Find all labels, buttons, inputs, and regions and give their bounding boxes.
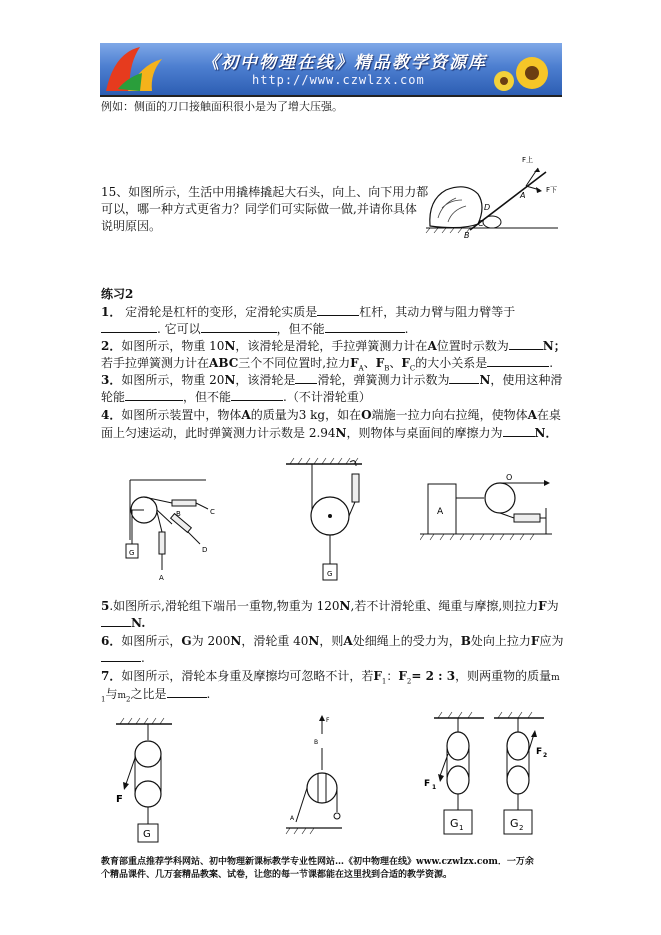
ex5-force-f: F <box>538 599 547 613</box>
ex3-number: 3． <box>101 373 122 387</box>
label-c: C <box>478 219 484 228</box>
fig-fixed-pulley-spring <box>110 470 230 585</box>
ex6-text-e: 处细绳上的受力为， <box>352 634 461 648</box>
fig-pulley-ab <box>282 712 352 842</box>
ex2-fc-sub: C <box>409 364 416 373</box>
pulley-wheel <box>307 773 337 803</box>
ex4-point-o: O <box>361 408 372 422</box>
ex1-blank-4[interactable] <box>325 321 405 333</box>
ex5-line2 <box>101 615 145 631</box>
ex6-text-f: 处向上拉力 <box>470 634 531 648</box>
ex7-colon: ： <box>386 669 399 683</box>
footer-line2: 个精品课件、几万套精品教案、试卷，让您的每一节课都能在这里找到合适的教学资源。 <box>101 870 453 880</box>
ex6-text-b: 为 200 <box>191 634 231 648</box>
ex5-text-d: N. <box>131 616 146 630</box>
ex1-blank-2[interactable] <box>101 321 157 333</box>
label-f: F <box>116 794 123 805</box>
ex7-f2-sub: 2 <box>406 677 412 686</box>
ex3-unit: N <box>224 373 236 387</box>
ex7-text-d: 之比是 <box>130 687 167 701</box>
ex2-blank-1[interactable] <box>509 338 543 350</box>
label-g1: G <box>450 817 459 830</box>
ex6-unit-1: N <box>230 634 242 648</box>
ex1-text-e: . <box>404 322 409 336</box>
ex2-text-d: N； <box>542 339 566 353</box>
ex6-text-g: 应为 <box>539 634 564 648</box>
ex4-text-d: 端施一拉力向右拉绳，使物体 <box>371 408 528 422</box>
label-o: O <box>506 473 513 482</box>
fig-pulley-block <box>110 712 180 852</box>
ex2-point-a: A <box>427 339 437 353</box>
movable-pulley <box>135 781 161 807</box>
header-rule <box>100 95 562 97</box>
label-g: G <box>327 570 333 578</box>
ex3-text-f: 轮能 <box>101 390 126 404</box>
label-b: B <box>314 739 319 746</box>
label-d: D <box>484 203 491 212</box>
ex2-fa: F <box>350 356 359 370</box>
ex7-f2: F <box>398 669 407 683</box>
top-line: 例如：侧面的刀口接触面积很小是为了增大压强。 <box>101 100 343 113</box>
ex7-ratio: = 2 : 3 <box>411 669 456 683</box>
ex1-line1 <box>101 304 515 320</box>
ex4-text-b: 的质量为 <box>250 408 299 422</box>
ex5-text-a: .如图所示,滑轮组下端吊一重物,物重为 120 <box>109 599 340 613</box>
label-f: F <box>326 717 330 724</box>
ex1-blank-1[interactable] <box>317 304 359 316</box>
ex5-number: 5 <box>101 599 110 613</box>
ex7-text-e: . <box>206 687 211 701</box>
ex6-weight-g: G <box>181 634 192 648</box>
banner-url[interactable]: http://www.czwlzx.com <box>252 73 425 87</box>
label-c: C <box>210 508 215 516</box>
q15-line1: 15、如图所示，生活中用撬棒撬起大石头，向上、向下用力都 <box>101 185 429 199</box>
ex2-text-e: 若手拉弹簧测力计在 <box>101 356 210 370</box>
ex4-blank-1[interactable] <box>503 425 535 437</box>
ex4-obj-a: A <box>241 408 251 422</box>
ex3-text-e: ，使用这种滑 <box>490 373 563 387</box>
ex2-unit: N <box>224 339 236 353</box>
ex5-unit: N <box>339 599 351 613</box>
ex4-text-a: 如图所示装置中，物体 <box>121 408 242 422</box>
ex7-text-a: 如图所示，滑轮本身重及摩擦均可忽略不计，若 <box>121 669 374 683</box>
ex4-text-f: 面上匀速运动，此时弹簧测力计示数是 2.94 <box>101 426 336 440</box>
ex3-line2 <box>101 389 371 405</box>
ex2-text-b: ，该滑轮是滑轮，手拉弹簧测力计在 <box>235 339 428 353</box>
ex4-text-g: ，则物体与桌面间的摩擦力为 <box>346 426 503 440</box>
ex3-blank-1[interactable] <box>295 372 317 384</box>
ex1-blank-3[interactable] <box>201 321 277 333</box>
spring-scale-a <box>159 532 165 554</box>
ex1-line2 <box>101 321 408 337</box>
ex2-text-c: 位置时示数为 <box>436 339 509 353</box>
ex6-blank-1[interactable] <box>101 650 141 662</box>
ex2-number: 2． <box>101 339 122 353</box>
ex2-fa-sub: A <box>358 364 364 373</box>
ex5-text-c: 为 <box>546 599 559 613</box>
ex2-text-a: 如图所示，物重 10 <box>121 339 225 353</box>
ex4-line1 <box>101 407 561 423</box>
label-a: A <box>159 574 164 582</box>
ex6-force-f: F <box>530 634 540 648</box>
ex3-blank-4[interactable] <box>231 389 283 401</box>
ex2-line1 <box>101 338 566 354</box>
ex6-text-d: ，则 <box>319 634 344 648</box>
ex6-line2 <box>101 650 145 666</box>
ex7-blank-1[interactable] <box>167 686 207 698</box>
ex2-fb: F <box>375 356 385 370</box>
header-banner <box>100 43 562 95</box>
ex4-text-e: 在桌 <box>536 408 561 422</box>
ex4-mass: 3 kg <box>298 408 326 422</box>
ex7-m2-sub: 2 <box>126 695 131 704</box>
label-b: B <box>176 510 181 518</box>
ex7-m2: m <box>117 691 127 701</box>
ex3-unit-2: N <box>479 373 491 387</box>
ex1-text-d: ，但不能 <box>276 322 325 336</box>
ex6-text-h: . <box>141 651 145 665</box>
q15-line3: 说明原因。 <box>101 219 162 233</box>
q15-line2: 可以，哪一种方式更省力？同学们可实际做一做,并请你具体 <box>101 202 417 216</box>
ex3-blank-2[interactable] <box>449 372 479 384</box>
ex6-line1 <box>101 633 563 649</box>
label-f-up: F上 <box>522 156 534 164</box>
fig-horizontal-pulley <box>420 468 560 548</box>
spring-scale <box>514 514 540 522</box>
ex3-text-h: .（不计滑轮重） <box>283 390 371 404</box>
footer-line1: 教育部重点推荐学科网站、初中物理新课标教学专业性网站…《初中物理在线》www.czwlzx.com．一万余 <box>101 857 534 867</box>
ex2-sep-1: 、 <box>363 356 376 370</box>
ex1-number: 1． <box>101 305 122 319</box>
fig-movable-pulley <box>282 452 372 592</box>
ex4-unit: N <box>335 426 347 440</box>
ex1-text-c: . 它可以 <box>157 322 201 336</box>
ex2-text-g: 的大小关系是 <box>415 356 488 370</box>
ex6-point-b: B <box>460 634 471 648</box>
label-g2: G <box>510 817 519 830</box>
ex2-text-f: 三个不同位置时,拉力 <box>238 356 351 370</box>
label-g: G <box>143 829 151 840</box>
ex4-text-c: ，如在 <box>325 408 362 422</box>
ex3-text-a: 如图所示，物重 20 <box>121 373 225 387</box>
ex3-text-g: ，但不能 <box>183 390 232 404</box>
lever-figure <box>422 148 564 240</box>
label-a: A <box>290 815 295 822</box>
ex6-text-c: ，滑轮重 40 <box>241 634 309 648</box>
ex2-sep-2: 、 <box>389 356 402 370</box>
spring-scale-b <box>171 514 192 533</box>
label-d: D <box>202 546 208 554</box>
banner-title: 《初中物理在线》精品教学资源库 <box>202 53 487 73</box>
label-g: G <box>129 549 135 557</box>
ex7-m1: m <box>551 673 560 683</box>
label-b: B <box>464 231 470 240</box>
ex5-line1 <box>101 598 559 614</box>
ex1-text-b: 杠杆，其动力臂与阻力臂等于 <box>359 305 516 319</box>
ex4-text-h: N． <box>534 426 558 440</box>
ex4-number: 4． <box>101 408 122 422</box>
ex6-text-a: 如图所示， <box>121 634 182 648</box>
ex7-text-b: ，则两重物的质量 <box>455 669 552 683</box>
label-f2: F <box>536 747 543 757</box>
section-title: 练习2 <box>101 287 134 301</box>
ex2-points-abc: ABC <box>209 356 239 370</box>
ex7-f1: F <box>373 669 382 683</box>
label-g2-sub: 2 <box>519 824 524 832</box>
ex7-line2 <box>101 686 210 707</box>
label-a: A <box>520 191 526 200</box>
ex7-f1-sub: 1 <box>381 677 387 686</box>
fixed-pulley <box>135 741 161 767</box>
ex7-text-c: 与 <box>105 687 118 701</box>
ex6-point-a: A <box>343 634 353 648</box>
ex5-blank-1[interactable] <box>101 615 131 627</box>
ex3-blank-3[interactable] <box>125 389 183 401</box>
spring-scale-c <box>172 500 196 506</box>
ex2-blank-2[interactable] <box>487 355 549 367</box>
ex3-text-b: ，该滑轮是 <box>235 373 296 387</box>
ex7-number: 7． <box>101 669 122 683</box>
spring-scale <box>352 474 359 502</box>
ex2-text-h: . <box>549 356 554 370</box>
ex1-text-a: 定滑轮是杠杆的变形，定滑轮实质是 <box>125 305 318 319</box>
ex4-obj-a-2: A <box>527 408 537 422</box>
label-f1-sub: 1 <box>432 784 437 791</box>
ex3-text-c: 滑轮，弹簧测力计示数为 <box>317 373 450 387</box>
label-f1: F <box>424 779 431 789</box>
ex5-text-b: ,若不计滑轮重、绳重与摩擦,则拉力 <box>350 599 539 613</box>
fig-two-pulley-sets <box>420 710 550 845</box>
big-rock <box>430 187 482 228</box>
label-f2-sub: 2 <box>543 752 548 759</box>
ex7-m1-sub: 1 <box>101 695 106 704</box>
label-f-down: F下 <box>546 186 558 194</box>
ex2-fb-sub: B <box>384 364 390 373</box>
label-g1-sub: 1 <box>459 824 464 832</box>
pulley-wheel <box>485 483 515 513</box>
label-a: A <box>437 507 444 517</box>
ex6-unit-2: N <box>308 634 320 648</box>
ex6-number: 6． <box>101 634 122 648</box>
ex3-line1 <box>101 372 562 388</box>
ex4-line2 <box>101 425 558 441</box>
ex2-fc: F <box>401 356 410 370</box>
